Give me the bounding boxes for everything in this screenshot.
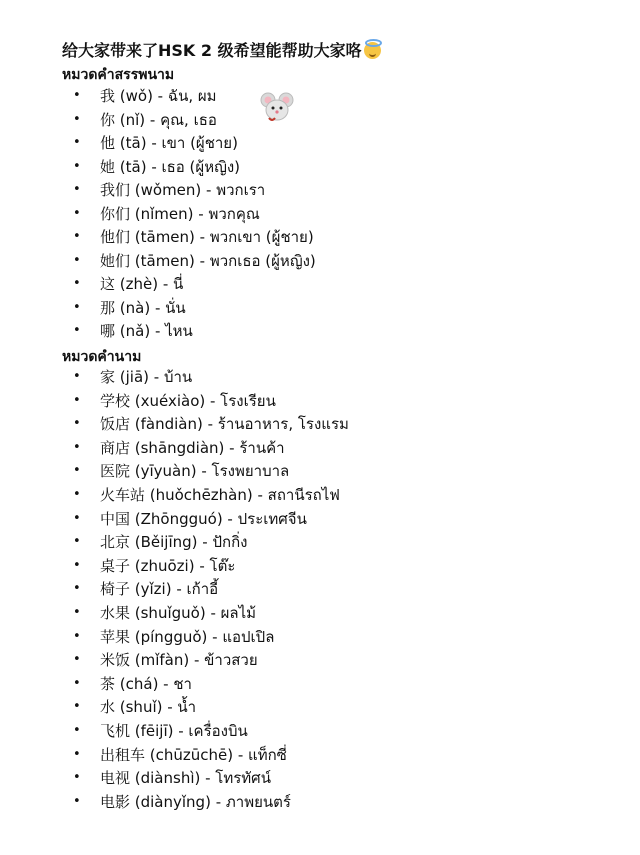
section-heading-nouns: หมวดคำนาม <box>62 349 142 365</box>
bullet: • <box>73 205 81 221</box>
bullet: • <box>73 276 81 291</box>
section-heading-pronouns: หมวดคำสรรพนาม <box>62 67 175 83</box>
bullet: • <box>73 746 81 762</box>
bullet: • <box>73 369 81 384</box>
bullet: • <box>73 510 81 526</box>
bullet: • <box>73 652 81 668</box>
bullet: • <box>73 487 81 502</box>
bullet: • <box>73 88 81 103</box>
bullet: • <box>73 416 81 432</box>
bullet: • <box>73 252 81 268</box>
bullet: • <box>73 723 81 738</box>
bullet: • <box>73 675 81 691</box>
bullet: • <box>73 111 81 127</box>
bullet: • <box>73 135 81 150</box>
bullet: • <box>73 392 81 408</box>
smiling-face-with-halo-icon <box>364 42 381 59</box>
bullet: • <box>73 605 81 620</box>
bullet: • <box>73 628 81 644</box>
bullet: • <box>73 323 81 338</box>
bullet: • <box>73 770 81 786</box>
bullet: • <box>73 182 81 197</box>
page-title <box>62 38 381 61</box>
bullet: • <box>73 534 81 550</box>
bullet: • <box>73 581 81 597</box>
bullet: • <box>73 793 81 809</box>
title-text: 给大家带来了HSK 2 级希望能帮助大家咯 <box>62 41 362 60</box>
document-page: 给大家带来了HSK 2 级希望能帮助大家咯 หมวดคำสรรพนาม • 我 (wǒ) - ฉัน, ผม • 你 (nǐ) - คุณ, เธอ • 他 (tā) - เขา (ผู้ชาย) • 她 (tā) - เธอ (ผู้หญิง) • 我们 (wǒmen) - พวกเรา • 你们 (nǐmen) - พวกคุณ • 他们 (tāmen) - พวกเขา (ผู้ชาย) • 她们 (tāmen) - พวกเธอ (ผู้หญิง) • 这 (zhè) - นี่ • 那 (nà) - นั่น • 哪 (nǎ) - ไหน หมวดคำนาม • 家 (jiā) - บ้าน • 学校 (xuéxiào) - โรงเรียน • 饭店 (fàndiàn) - ร้านอาหาร, โรงแรม • 商店 (shāngdiàn) - ร้านค้า • 医院 (yīyuàn) - โรงพยาบาล • 火车站 (huǒchēzhàn) - สถานีรถไฟ • 中国 (Zhōngguó) - ประเทศจีน • 北京 (Běijīng) - ปักกิ่ง • 桌子 (zhuōzi) - โต๊ะ • 椅子 (yǐzi) - เก้าอี้ • 水果 (shuǐguǒ) - ผลไม้ • 苹果 (píngguǒ) - แอปเปิล • 米饭 (mǐfàn) - ข้าวสวย • 茶 (chá) - ชา • 水 (shuǐ) - น้ำ • 飞机 (fēijī) - เครื่องบิน • 出租车 (chūzūchē) - แท็กซี่ • 电视 (diànshì) - โทรทัศน์ • 电影 (diànyǐng) - ภาพยนตร์ <box>0 0 640 855</box>
bullet: • <box>73 557 81 573</box>
bullet: • <box>73 229 81 244</box>
bullet: • <box>73 463 81 479</box>
bullet: • <box>73 699 81 715</box>
mouse-sticker-icon <box>260 90 294 124</box>
bullet: • <box>73 439 81 455</box>
bullet: • <box>73 299 81 315</box>
bullet: • <box>73 158 81 174</box>
